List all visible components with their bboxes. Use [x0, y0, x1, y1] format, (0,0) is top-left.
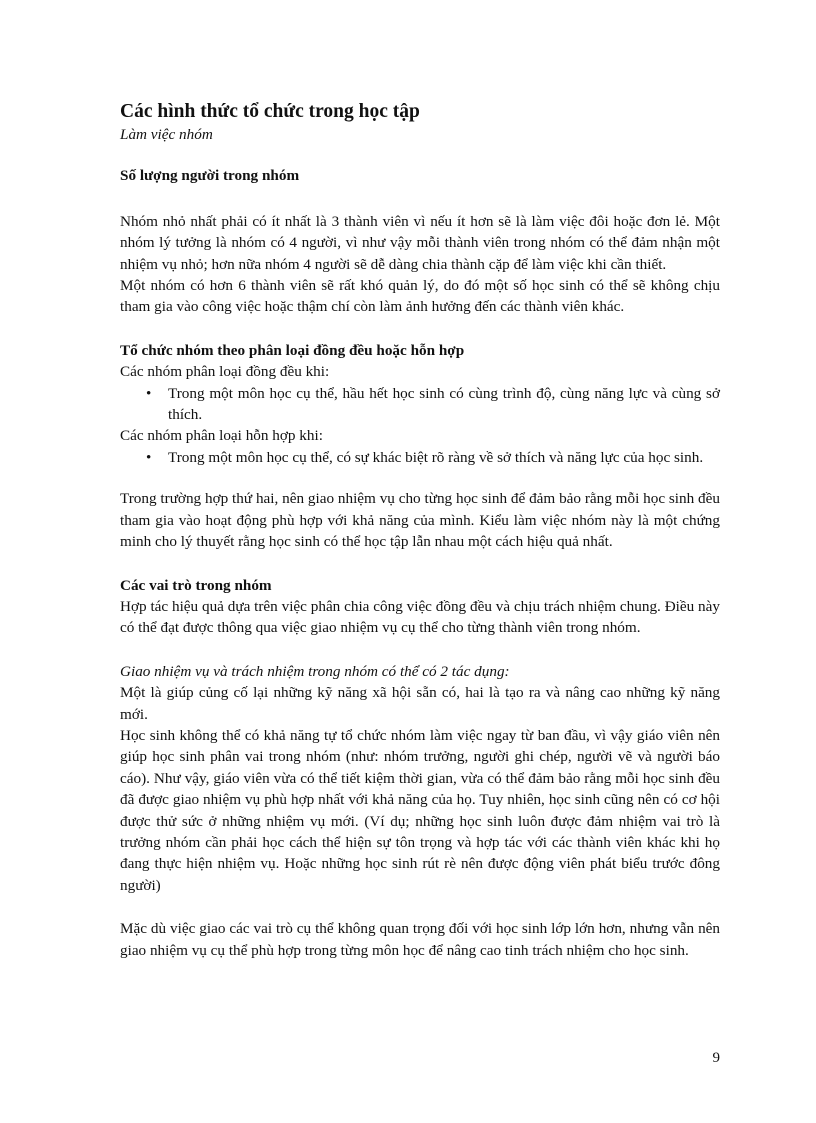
- page-subtitle: Làm việc nhóm: [120, 126, 213, 143]
- paragraph-roles-4: Mặc dù việc giao các vai trò cụ thể không quan trọng đối với học sinh lớp lớn hơn, nhưng vẫn nên giao nhiệm vụ cụ thể phù hợp trong từng môn học để nâng cao tinh trách nhiệm cho học sinh.: [120, 920, 720, 959]
- section-heading-roles: Các vai trò trong nhóm: [120, 576, 272, 594]
- page-title: Các hình thức tổ chức trong học tập: [120, 101, 420, 122]
- bullet-list-homogeneous: [120, 383, 720, 426]
- paragraph-roles-3: Học sinh không thể có khả năng tự tổ chức nhóm làm việc ngay từ ban đầu, vì vậy giáo viên nên giúp học sinh phân vai trong nhóm (như: nhóm trưởng, người ghi chép, người vẽ và người báo cáo). Như vậy, giáo viên vừa có thể tiết kiệm thời gian, vừa có thể đảm bảo rằng mỗi học sinh đều đã được giao nhiệm vụ phù hợp nhất với khả năng của họ. Tuy nhiên, học sinh cũng nên có cơ hội được thử sức ở những nhiệm vụ mới. (Ví dụ; những học sinh luôn được đảm nhiệm vai trò là trưởng nhóm cần phải học cách thể hiện sự tôn trọng và hợp tác với các thành viên khác khi họ đang thực hiện nhiệm vụ. Hoặc những học sinh rút rè nên được động viên phát biểu trước đông người): [120, 726, 720, 894]
- section-heading-group-size: Số lượng người trong nhóm: [120, 167, 300, 185]
- section-heading-group-organization: Tổ chức nhóm theo phân loại đồng đều hoặc hỗn hợp: [120, 341, 465, 359]
- paragraph-roles-1: Hợp tác hiệu quả dựa trên việc phân chia công việc đồng đều và chịu trách nhiệm chung. Điều này có thể đạt được thông qua việc giao nhiệm vụ cụ thể cho từng thành viên trong nhóm.: [120, 597, 720, 637]
- paragraph-roles-2: Một là giúp củng cố lại những kỹ năng xã hội sẵn có, hai là tạo ra và nâng cao những kỹ năng mới.: [120, 684, 720, 723]
- document-page: [120, 100, 720, 961]
- bullet-text: Trong một môn học cụ thể, có sự khác biệt rõ ràng về sở thích và năng lực của học sinh.: [168, 448, 704, 466]
- bullet-icon: •: [146, 384, 152, 402]
- paragraph-homogeneous-intro: Các nhóm phân loại đồng đều khi:: [120, 363, 330, 381]
- bullet-item-homogeneous: [120, 383, 720, 426]
- paragraph-group-size-2: Một nhóm có hơn 6 thành viên sẽ rất khó quản lý, do đó một số học sinh có thể sẽ không chịu tham gia vào công việc hoặc thậm chí còn làm ảnh hưởng đến các thành viên khác.: [120, 277, 720, 316]
- bullet-icon: •: [146, 448, 152, 466]
- paragraph-mixed-intro: Các nhóm phân loại hỗn hợp khi:: [120, 427, 323, 445]
- page-number: 9: [712, 1050, 720, 1066]
- bullet-item-mixed: [120, 447, 720, 468]
- paragraph-roles-italic: Giao nhiệm vụ và trách nhiệm trong nhóm có thể có 2 tác dụng:: [120, 662, 510, 680]
- paragraph-group-size-1: Nhóm nhỏ nhất phải có ít nhất là 3 thành viên vì nếu ít hơn sẽ là làm việc đôi hoặc đơn lẻ. Một nhóm lý tưởng là nhóm có 4 người, vì như vậy mỗi thành viên trong nhóm có thể đảm nhận một nhiệm vụ nhỏ; hơn nữa nhóm 4 người sẽ dễ dàng chia thành cặp để làm việc khi cần thiết.: [120, 212, 720, 273]
- bullet-text: Trong một môn học cụ thể, hầu hết học sinh có cùng trình độ, cùng năng lực và cùng sở thích.: [168, 384, 720, 424]
- paragraph-second-case: Trong trường hợp thứ hai, nên giao nhiệm vụ cho từng học sinh để đảm bảo rằng mỗi học sinh đều tham gia vào hoạt động phù hợp với khả năng của mình. Kiểu làm việc nhóm này là một chứng minh cho lý thuyết rằng học sinh có thể học tập lẫn nhau một cách hiệu quả nhất.: [120, 490, 720, 551]
- bullet-list-mixed: [120, 447, 720, 468]
